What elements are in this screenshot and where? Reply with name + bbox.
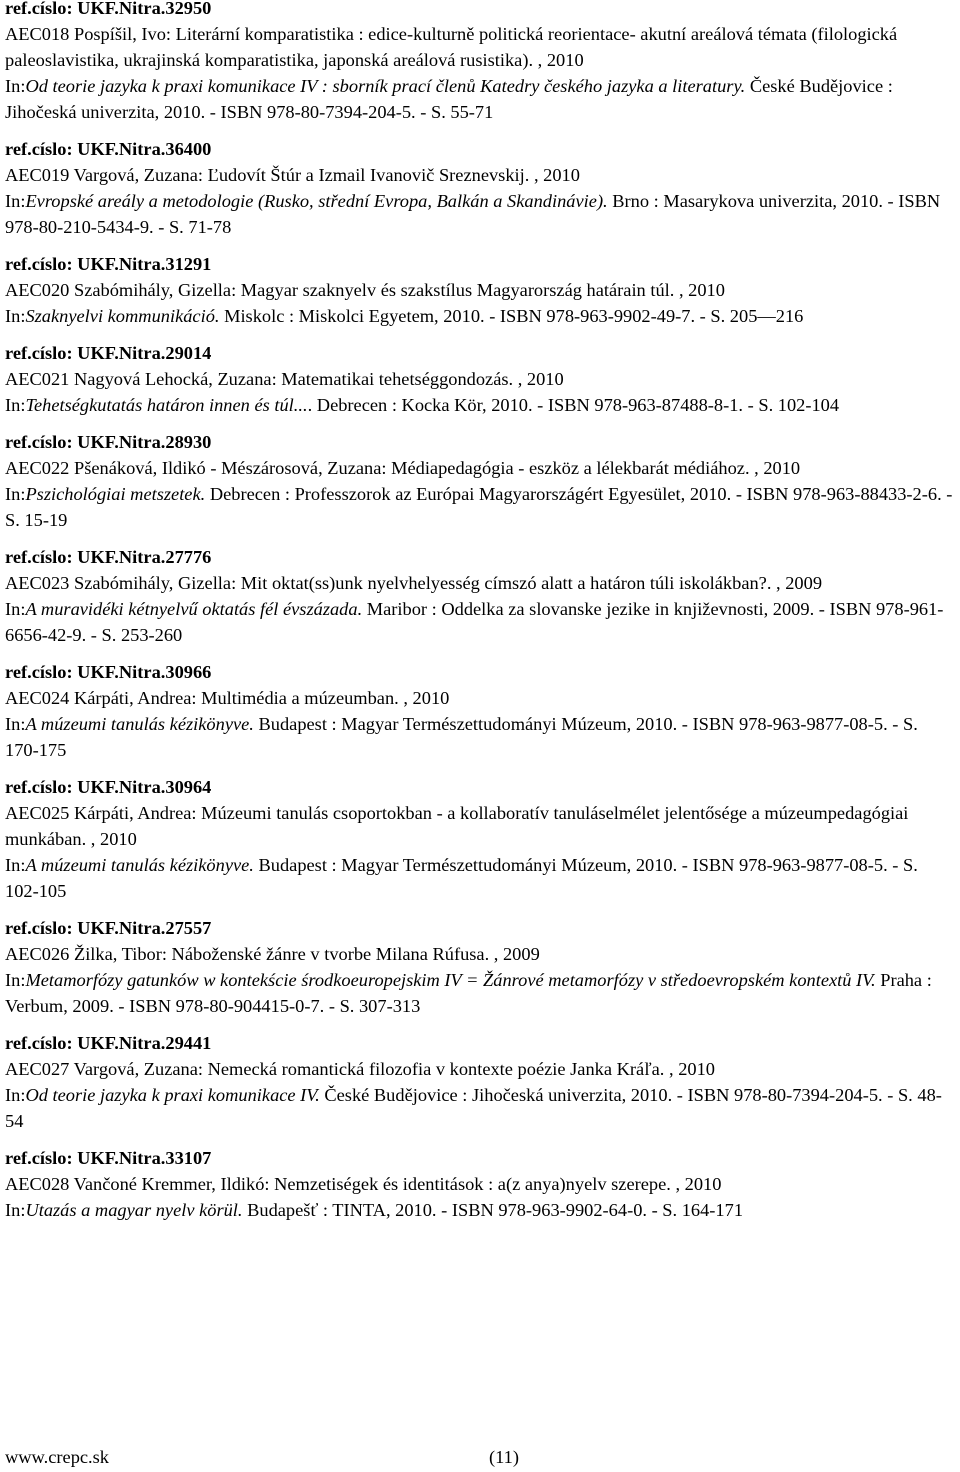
bibliography-entry bbox=[5, 544, 955, 648]
entry-source bbox=[5, 392, 955, 418]
source-prefix: In: bbox=[5, 395, 26, 415]
source-publication-details: Brno : Masarykova univerzita, 2010. - ISBN 978-80-210-5434-9. - S. 71-78 bbox=[5, 191, 941, 237]
entry-ref-number: ref.císlo: UKF.Nitra.30964 bbox=[5, 777, 212, 797]
source-title: Od teorie jazyka k praxi komunikace IV. bbox=[25, 1085, 320, 1105]
bibliography-entry bbox=[5, 136, 955, 240]
source-prefix: In: bbox=[5, 970, 26, 990]
bibliography-entry bbox=[5, 429, 955, 533]
entry-source bbox=[5, 596, 955, 648]
source-prefix: In: bbox=[5, 191, 26, 211]
entry-source bbox=[5, 1082, 955, 1134]
entry-citation: AEC024 Kárpáti, Andrea: Multimédia a múzeumban. , 2010 bbox=[5, 688, 450, 708]
entry-source bbox=[5, 73, 955, 125]
entry-ref-number: ref.císlo: UKF.Nitra.32950 bbox=[5, 0, 212, 18]
source-title: A múzeumi tanulás kézikönyve. bbox=[25, 855, 254, 875]
entry-ref-number: ref.císlo: UKF.Nitra.29441 bbox=[5, 1033, 212, 1053]
entry-source bbox=[5, 303, 955, 329]
source-title: Szaknyelvi kommunikáció. bbox=[25, 306, 220, 326]
source-prefix: In: bbox=[5, 1085, 26, 1105]
bibliography-page bbox=[5, 0, 955, 1223]
source-title: A múzeumi tanulás kézikönyve. bbox=[25, 714, 254, 734]
entry-ref-number: ref.císlo: UKF.Nitra.33107 bbox=[5, 1148, 212, 1168]
entry-source bbox=[5, 967, 955, 1019]
source-prefix: In: bbox=[5, 306, 26, 326]
entry-ref-number: ref.císlo: UKF.Nitra.27776 bbox=[5, 547, 212, 567]
entry-ref-number: ref.císlo: UKF.Nitra.27557 bbox=[5, 918, 212, 938]
source-title: Pszichológiai metszetek. bbox=[25, 484, 206, 504]
source-title: Utazás a magyar nyelv körül. bbox=[25, 1200, 243, 1220]
source-prefix: In: bbox=[5, 599, 26, 619]
footer-site-link[interactable]: www.crepc.sk bbox=[5, 1447, 110, 1467]
source-prefix: In: bbox=[5, 76, 26, 96]
footer-page-number: (11) bbox=[489, 1447, 519, 1467]
page-footer bbox=[5, 1444, 955, 1470]
source-publication-details: Miskolc : Miskolci Egyetem, 2010. - ISBN 978-963-9902-49-7. - S. 205—216 bbox=[219, 306, 804, 326]
entry-list bbox=[5, 0, 955, 1223]
entry-citation: AEC028 Vančoné Kremmer, Ildikó: Nemzetiségek és identitások : a(z anya)nyelv szerepe. , 2010 bbox=[5, 1174, 722, 1194]
entry-ref-number: ref.císlo: UKF.Nitra.36400 bbox=[5, 139, 212, 159]
entry-citation: AEC022 Pšenáková, Ildikó - Mészárosová, Zuzana: Médiapedagógia - eszköz a lélekbarát médiához. , 2010 bbox=[5, 458, 801, 478]
entry-citation: AEC020 Szabómihály, Gizella: Magyar szaknyelv és szakstílus Magyarország határain túl. , 2010 bbox=[5, 280, 725, 300]
bibliography-entry bbox=[5, 1030, 955, 1134]
source-title: Metamorfózy gatunków w kontekście środkoeuropejskim IV = Žánrové metamorfózy v středoevropském kontextů IV. bbox=[25, 970, 876, 990]
entry-source bbox=[5, 1197, 955, 1223]
entry-ref-number: ref.císlo: UKF.Nitra.30966 bbox=[5, 662, 212, 682]
entry-ref-number: ref.císlo: UKF.Nitra.28930 bbox=[5, 432, 212, 452]
entry-ref-number: ref.císlo: UKF.Nitra.29014 bbox=[5, 343, 212, 363]
source-publication-details: Praha : Verbum, 2009. - ISBN 978-80-904415-0-7. - S. 307-313 bbox=[5, 970, 932, 1016]
entry-source bbox=[5, 481, 955, 533]
source-title: Tehetségkutatás határon innen és túl... bbox=[25, 395, 308, 415]
source-title: Evropské areály a metodologie (Rusko, střední Evropa, Balkán a Skandinávie). bbox=[25, 191, 608, 211]
bibliography-entry bbox=[5, 774, 955, 904]
source-prefix: In: bbox=[5, 714, 26, 734]
entry-citation: AEC018 Pospíšil, Ivo: Literární komparatistika : edice-kulturně politická reorientace- akutní areálová témata (filologická paleoslavistika, ukrajinská komparatistika, japonská areálová rusistika). , 2010 bbox=[5, 24, 898, 70]
bibliography-entry bbox=[5, 659, 955, 763]
entry-source bbox=[5, 852, 955, 904]
source-publication-details: České Budějovice : Jihočeská univerzita, 2010. - ISBN 978-80-7394-204-5. - S. 55-71 bbox=[5, 76, 893, 122]
bibliography-entry bbox=[5, 915, 955, 1019]
entry-citation: AEC023 Szabómihály, Gizella: Mit oktat(ss)unk nyelvhelyesség címszó alatt a határon túli iskolákban?. , 2009 bbox=[5, 573, 823, 593]
entry-citation: AEC021 Nagyová Lehocká, Zuzana: Matematikai tehetséggondozás. , 2010 bbox=[5, 369, 564, 389]
bibliography-entry bbox=[5, 251, 955, 329]
source-publication-details: Budapešť : TINTA, 2010. - ISBN 978-963-9902-64-0. - S. 164-171 bbox=[242, 1200, 744, 1220]
source-publication-details: České Budějovice : Jihočeská univerzita, 2010. - ISBN 978-80-7394-204-5. - S. 48-54 bbox=[5, 1085, 942, 1131]
entry-citation: AEC026 Žilka, Tibor: Náboženské žánre v tvorbe Milana Rúfusa. , 2009 bbox=[5, 944, 540, 964]
entry-ref-number: ref.císlo: UKF.Nitra.31291 bbox=[5, 254, 212, 274]
entry-source bbox=[5, 711, 955, 763]
entry-citation: AEC025 Kárpáti, Andrea: Múzeumi tanulás csoportokban - a kollaboratív tanuláselmélet jelentősége a múzeumpedagógiai munkában. , 2010 bbox=[5, 803, 909, 849]
source-prefix: In: bbox=[5, 484, 26, 504]
source-publication-details: Debrecen : Professzorok az Európai Magyarországért Egyesület, 2010. - ISBN 978-963-88433-2-6. - S. 15-19 bbox=[5, 484, 953, 530]
source-title: A muravidéki kétnyelvű oktatás fél évszázada. bbox=[25, 599, 363, 619]
entry-source bbox=[5, 188, 955, 240]
source-title: Od teorie jazyka k praxi komunikace IV : sborník prací členů Katedry českého jazyka a literatury. bbox=[25, 76, 746, 96]
entry-citation: AEC019 Vargová, Zuzana: Ľudovít Štúr a Izmail Ivanovič Sreznevskij. , 2010 bbox=[5, 165, 580, 185]
bibliography-entry bbox=[5, 0, 955, 125]
source-publication-details: Budapest : Magyar Természettudományi Múzeum, 2010. - ISBN 978-963-9877-08-5. - S. 170-175 bbox=[5, 714, 918, 760]
bibliography-entry bbox=[5, 340, 955, 418]
entry-citation: AEC027 Vargová, Zuzana: Nemecká romantická filozofia v kontexte poézie Janka Kráľa. , 2010 bbox=[5, 1059, 715, 1079]
source-prefix: In: bbox=[5, 1200, 26, 1220]
source-publication-details: Budapest : Magyar Természettudományi Múzeum, 2010. - ISBN 978-963-9877-08-5. - S. 102-105 bbox=[5, 855, 918, 901]
bibliography-entry bbox=[5, 1145, 955, 1223]
source-publication-details: . Debrecen : Kocka Kör, 2010. - ISBN 978-963-87488-8-1. - S. 102-104 bbox=[307, 395, 840, 415]
source-publication-details: Maribor : Oddelka za slovanske jezike in književnosti, 2009. - ISBN 978-961-6656-42-9. - S. 253-260 bbox=[5, 599, 944, 645]
source-prefix: In: bbox=[5, 855, 26, 875]
